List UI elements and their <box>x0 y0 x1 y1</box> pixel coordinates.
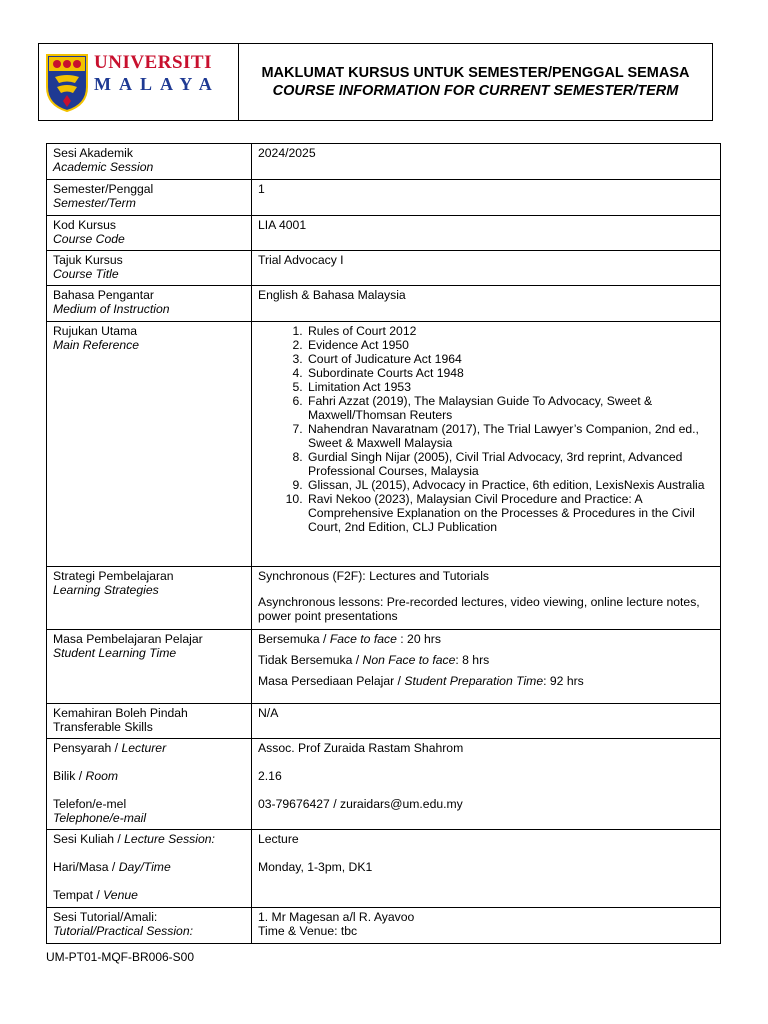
label-malay: Bahasa Pengantar <box>53 288 154 302</box>
value-cell <box>252 630 721 704</box>
label-english: Tutorial/Practical Session: <box>53 924 193 938</box>
row-learning-strategies <box>47 567 721 630</box>
value-cell <box>252 322 721 567</box>
room-number: 2.16 <box>258 769 282 783</box>
row-tutorial-session <box>47 908 721 944</box>
label-malay: Kemahiran Boleh Pindah <box>53 706 188 720</box>
row-medium <box>47 286 721 322</box>
value-cell: English & Bahasa Malaysia <box>252 286 721 322</box>
value-cell: Trial Advocacy I <box>252 251 721 286</box>
value-cell: 2024/2025 <box>252 144 721 180</box>
row-lecture-session <box>47 830 721 908</box>
label-cell <box>47 567 252 630</box>
logo-text-malaya: MALAYA <box>94 74 220 94</box>
value-cell: N/A <box>252 704 721 739</box>
tutor-name: 1. Mr Magesan a/l R. Ayavoo <box>258 910 415 924</box>
row-main-reference <box>47 322 721 567</box>
label-cell <box>47 830 252 908</box>
label-english: Student Learning Time <box>53 646 177 660</box>
row-lecturer <box>47 739 721 830</box>
label-cell <box>47 216 252 251</box>
value-cell <box>252 567 721 630</box>
list-item: 2. Evidence Act 1950 <box>306 338 714 352</box>
strategy-asynchronous: Asynchronous lessons: Pre-recorded lectures, video viewing, online lecture notes, power point presentations <box>258 595 700 623</box>
list-item: 7. Nahendran Navaratnam (2017), The Trial Lawyer’s Companion, 2nd ed., Sweet & Maxwell Malaysia <box>306 422 714 450</box>
label-english: Transferable Skills <box>53 720 153 734</box>
tutorial-time-venue: Time & Venue: tbc <box>258 924 358 938</box>
label-telephone: Telefon/e-mel <box>53 797 127 811</box>
slt-face-to-face: Bersemuka / Face to face : 20 hrs <box>258 632 441 646</box>
label-day-time: Hari/Masa / Day/Time <box>53 860 171 874</box>
label-lecturer: Pensyarah / Lecturer <box>53 741 167 755</box>
label-malay: Sesi Tutorial/Amali: <box>53 910 158 924</box>
row-student-learning-time <box>47 630 721 704</box>
title-malay: MAKLUMAT KURSUS UNTUK SEMESTER/PENGGAL SEMASA <box>261 65 690 81</box>
label-english: Learning Strategies <box>53 583 159 597</box>
list-item: 8. Gurdial Singh Nijar (2005), Civil Trial Advocacy, 3rd reprint, Advanced Professional Courses, Malaysia <box>306 450 714 478</box>
label-venue: Tempat / Venue <box>53 888 138 902</box>
crest-icon <box>45 53 89 113</box>
lecture-day-time: Monday, 1-3pm, DK1 <box>258 860 373 874</box>
course-info-table <box>46 143 721 944</box>
label-cell <box>47 322 252 567</box>
label-cell <box>47 286 252 322</box>
label-cell <box>47 739 252 830</box>
list-item: 5. Limitation Act 1953 <box>306 380 714 394</box>
label-malay: Sesi Akademik <box>53 146 133 160</box>
label-room: Bilik / Room <box>53 769 119 783</box>
value-cell <box>252 908 721 944</box>
label-english: Course Title <box>53 267 119 281</box>
row-academic-session <box>47 144 721 180</box>
label-malay: Strategi Pembelajaran <box>53 569 174 583</box>
lecturer-name: Assoc. Prof Zuraida Rastam Shahrom <box>258 741 464 755</box>
label-english: Medium of Instruction <box>53 302 170 316</box>
label-cell <box>47 251 252 286</box>
list-item: 4. Subordinate Courts Act 1948 <box>306 366 714 380</box>
label-malay: Tajuk Kursus <box>53 253 123 267</box>
lecture-type: Lecture <box>258 832 299 846</box>
label-cell <box>47 144 252 180</box>
label-telephone-english: Telephone/e-mail <box>53 811 147 825</box>
label-english: Course Code <box>53 232 125 246</box>
label-lecture-session: Sesi Kuliah / Lecture Session: <box>53 832 215 846</box>
slt-non-face-to-face: Tidak Bersemuka / Non Face to face: 8 hrs <box>258 653 490 667</box>
value-cell <box>252 830 721 908</box>
reference-list <box>258 324 714 534</box>
logo-text-universiti: UNIVERSITI <box>94 52 212 73</box>
header-title-block <box>239 44 712 120</box>
label-cell <box>47 180 252 216</box>
list-item: 9. Glissan, JL (2015), Advocacy in Practice, 6th edition, LexisNexis Australia <box>306 478 714 492</box>
label-cell <box>47 908 252 944</box>
label-english: Academic Session <box>53 160 154 174</box>
row-semester <box>47 180 721 216</box>
row-course-code <box>47 216 721 251</box>
value-cell: LIA 4001 <box>252 216 721 251</box>
label-malay: Masa Pembelajaran Pelajar <box>53 632 203 646</box>
document-header <box>38 43 713 121</box>
title-english: COURSE INFORMATION FOR CURRENT SEMESTER/TERM <box>272 83 679 99</box>
university-logo <box>39 44 239 120</box>
contact-info: 03-79676427 / zuraidars@um.edu.my <box>258 797 463 811</box>
list-item: 6. Fahri Azzat (2019), The Malaysian Guide To Advocacy, Sweet & Maxwell/Thomsan Reuters <box>306 394 714 422</box>
row-transferable-skills <box>47 704 721 739</box>
label-malay: Rujukan Utama <box>53 324 137 338</box>
slt-preparation: Masa Persediaan Pelajar / Student Preparation Time: 92 hrs <box>258 674 584 688</box>
value-cell: 1 <box>252 180 721 216</box>
label-cell <box>47 704 252 739</box>
label-malay: Semester/Penggal <box>53 182 154 196</box>
label-english: Semester/Term <box>53 196 136 210</box>
list-item: 10. Ravi Nekoo (2023), Malaysian Civil Procedure and Practice: A Comprehensive Explanation on the Processes & Procedures in the Civil Court, 2nd Edition, CLJ Publication <box>306 492 714 534</box>
row-course-title <box>47 251 721 286</box>
label-cell <box>47 630 252 704</box>
value-cell <box>252 739 721 830</box>
label-english: Main Reference <box>53 338 140 352</box>
label-malay: Kod Kursus <box>53 218 117 232</box>
document-code: UM-PT01-MQF-BR006-S00 <box>46 950 195 964</box>
list-item: 3. Court of Judicature Act 1964 <box>306 352 714 366</box>
strategy-synchronous: Synchronous (F2F): Lectures and Tutorials <box>258 569 489 583</box>
list-item: 1. Rules of Court 2012 <box>306 324 714 338</box>
